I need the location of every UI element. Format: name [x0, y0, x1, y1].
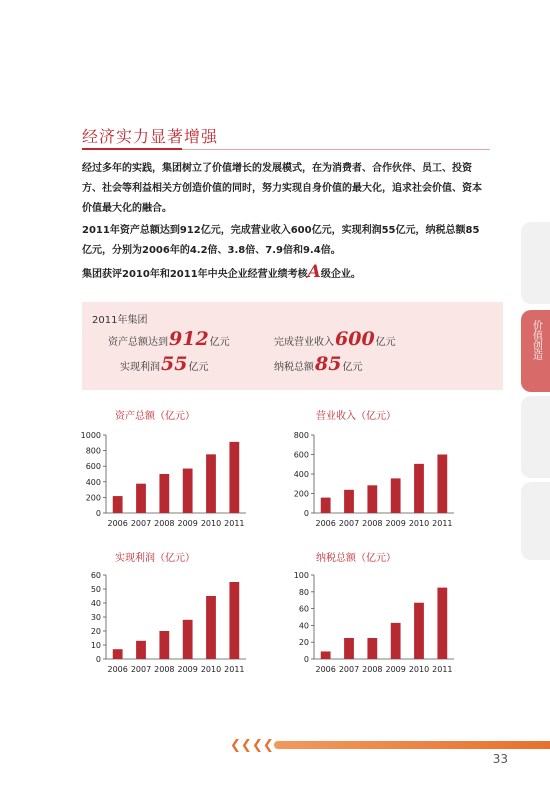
y-tick-label: 800	[85, 446, 101, 456]
y-tick-label: 20	[298, 638, 309, 648]
paragraph-intro: 经过多年的实践，集团树立了价值增长的发展模式，在为消费者、合作伙伴、员工、投资方、社会等利益相关方创造价值的同时，努力实现自身价值的最大化，追求社会价值、资本价值最大化的融合。	[82, 163, 482, 214]
x-tick-label: 2010	[408, 519, 430, 528]
x-tick-label: 2010	[200, 665, 222, 674]
bar	[159, 474, 169, 513]
y-tick-label: 100	[293, 571, 309, 580]
y-tick-label: 40	[298, 621, 309, 631]
chart-revenue	[284, 427, 464, 537]
side-tab-4[interactable]	[521, 482, 550, 560]
paragraph-rating	[82, 262, 482, 285]
x-tick-label: 2007	[338, 665, 360, 674]
summary-value: 912	[169, 328, 209, 350]
y-tick-label: 0	[303, 655, 309, 664]
bar	[183, 620, 193, 659]
x-tick-label: 2010	[200, 519, 222, 528]
chevron-left-icon: ❮❮	[252, 738, 274, 753]
x-tick-label: 2009	[385, 519, 406, 528]
side-tab-label: 价值创造	[530, 320, 542, 360]
y-tick-label: 20	[90, 627, 101, 636]
summary-heading: 2011年集团	[92, 315, 148, 326]
x-tick-label: 2006	[315, 519, 336, 528]
x-tick-label: 2007	[130, 665, 152, 674]
summary-item-revenue: 完成营业收入600亿元	[274, 328, 396, 350]
summary-value: 85	[315, 353, 342, 375]
bar	[344, 638, 354, 659]
chart-assets	[76, 427, 256, 537]
chart-title-tax: 纳税总额（亿元）	[316, 553, 396, 564]
chart-profit	[76, 567, 256, 679]
chevron-left-icon: ❮❮	[230, 738, 252, 753]
chart-tax	[284, 567, 464, 679]
x-tick-label: 2011	[224, 665, 245, 674]
x-tick-label: 2009	[385, 665, 406, 674]
y-tick-label: 80	[298, 587, 309, 597]
summary-value: 600	[335, 328, 375, 350]
y-tick-label: 0	[95, 655, 101, 664]
y-tick-label: 200	[85, 493, 101, 503]
bar	[206, 596, 216, 659]
y-tick-label: 60	[298, 604, 309, 614]
y-tick-label: 600	[85, 462, 101, 472]
rating-text-pre: 集团获评2010年和2011年中央企业经营业绩考核	[82, 269, 308, 280]
x-tick-label: 2011	[432, 665, 453, 674]
paragraph-figures: 2011年资产总额达到912亿元，完成营业收入600亿元，实现利润55亿元，纳税总额85亿元，分别为2006年的4.2倍、3.8倍、7.9倍和9.4倍。	[82, 225, 480, 256]
bar	[321, 498, 331, 513]
bar	[159, 631, 169, 659]
side-tab-3[interactable]	[521, 396, 550, 478]
summary-item-assets: 资产总额达到912亿元	[108, 328, 230, 350]
y-tick-label: 400	[85, 477, 101, 487]
summary-item-profit: 实现利润55亿元	[120, 353, 209, 375]
y-tick-label: 50	[90, 585, 101, 594]
x-tick-label: 2008	[154, 519, 175, 528]
bar	[229, 442, 239, 513]
y-tick-label: 800	[293, 431, 309, 440]
bar	[391, 623, 401, 659]
bar	[113, 496, 123, 513]
bar	[367, 485, 377, 513]
y-tick-label: 60	[90, 571, 101, 580]
rating-text-post: 级企业。	[320, 269, 361, 280]
y-tick-label: 200	[293, 489, 309, 499]
summary-box	[82, 302, 503, 390]
summary-item-tax: 纳税总额85亿元	[274, 353, 363, 375]
bar	[321, 651, 331, 659]
summary-value: 55	[161, 353, 188, 375]
x-tick-label: 2008	[362, 665, 383, 674]
x-tick-label: 2011	[224, 519, 245, 528]
y-tick-label: 600	[293, 450, 309, 460]
bar	[136, 641, 146, 659]
x-tick-label: 2011	[432, 519, 453, 528]
bar	[437, 455, 447, 514]
chart-title-profit: 实现利润（亿元）	[115, 553, 195, 564]
y-tick-label: 1000	[80, 431, 101, 440]
x-tick-label: 2009	[177, 519, 198, 528]
page-number: 33	[492, 752, 508, 766]
bar	[391, 478, 401, 513]
rating-letter: A	[307, 262, 321, 282]
bar	[229, 582, 239, 659]
x-tick-label: 2010	[408, 665, 430, 674]
side-tab-value-creation[interactable]	[521, 310, 550, 392]
bar	[136, 484, 146, 513]
x-tick-label: 2009	[177, 665, 198, 674]
bar	[113, 649, 123, 659]
section-title: 经济实力显著增强	[82, 127, 219, 146]
bar	[414, 464, 424, 513]
y-tick-label: 40	[90, 599, 101, 608]
y-tick-label: 400	[293, 470, 309, 479]
y-tick-label: 0	[303, 509, 309, 518]
x-tick-label: 2006	[107, 519, 128, 528]
title-rule-accent	[82, 148, 182, 150]
y-tick-label: 0	[95, 509, 101, 518]
bar	[206, 454, 216, 513]
x-tick-label: 2006	[315, 665, 336, 674]
x-tick-label: 2008	[362, 519, 383, 528]
side-tab-1[interactable]	[521, 222, 550, 304]
chart-title-assets: 资产总额（亿元）	[115, 411, 195, 422]
x-tick-label: 2007	[130, 519, 152, 528]
chart-title-revenue: 营业收入（亿元）	[316, 411, 396, 422]
x-tick-label: 2007	[338, 519, 360, 528]
bar	[183, 469, 193, 513]
bar	[367, 638, 377, 659]
bar	[414, 603, 424, 659]
y-tick-label: 30	[90, 613, 101, 622]
footer-bar	[274, 741, 550, 749]
x-tick-label: 2008	[154, 665, 175, 674]
bar	[437, 588, 447, 659]
bar	[344, 490, 354, 513]
x-tick-label: 2006	[107, 665, 128, 674]
y-tick-label: 10	[90, 641, 101, 650]
